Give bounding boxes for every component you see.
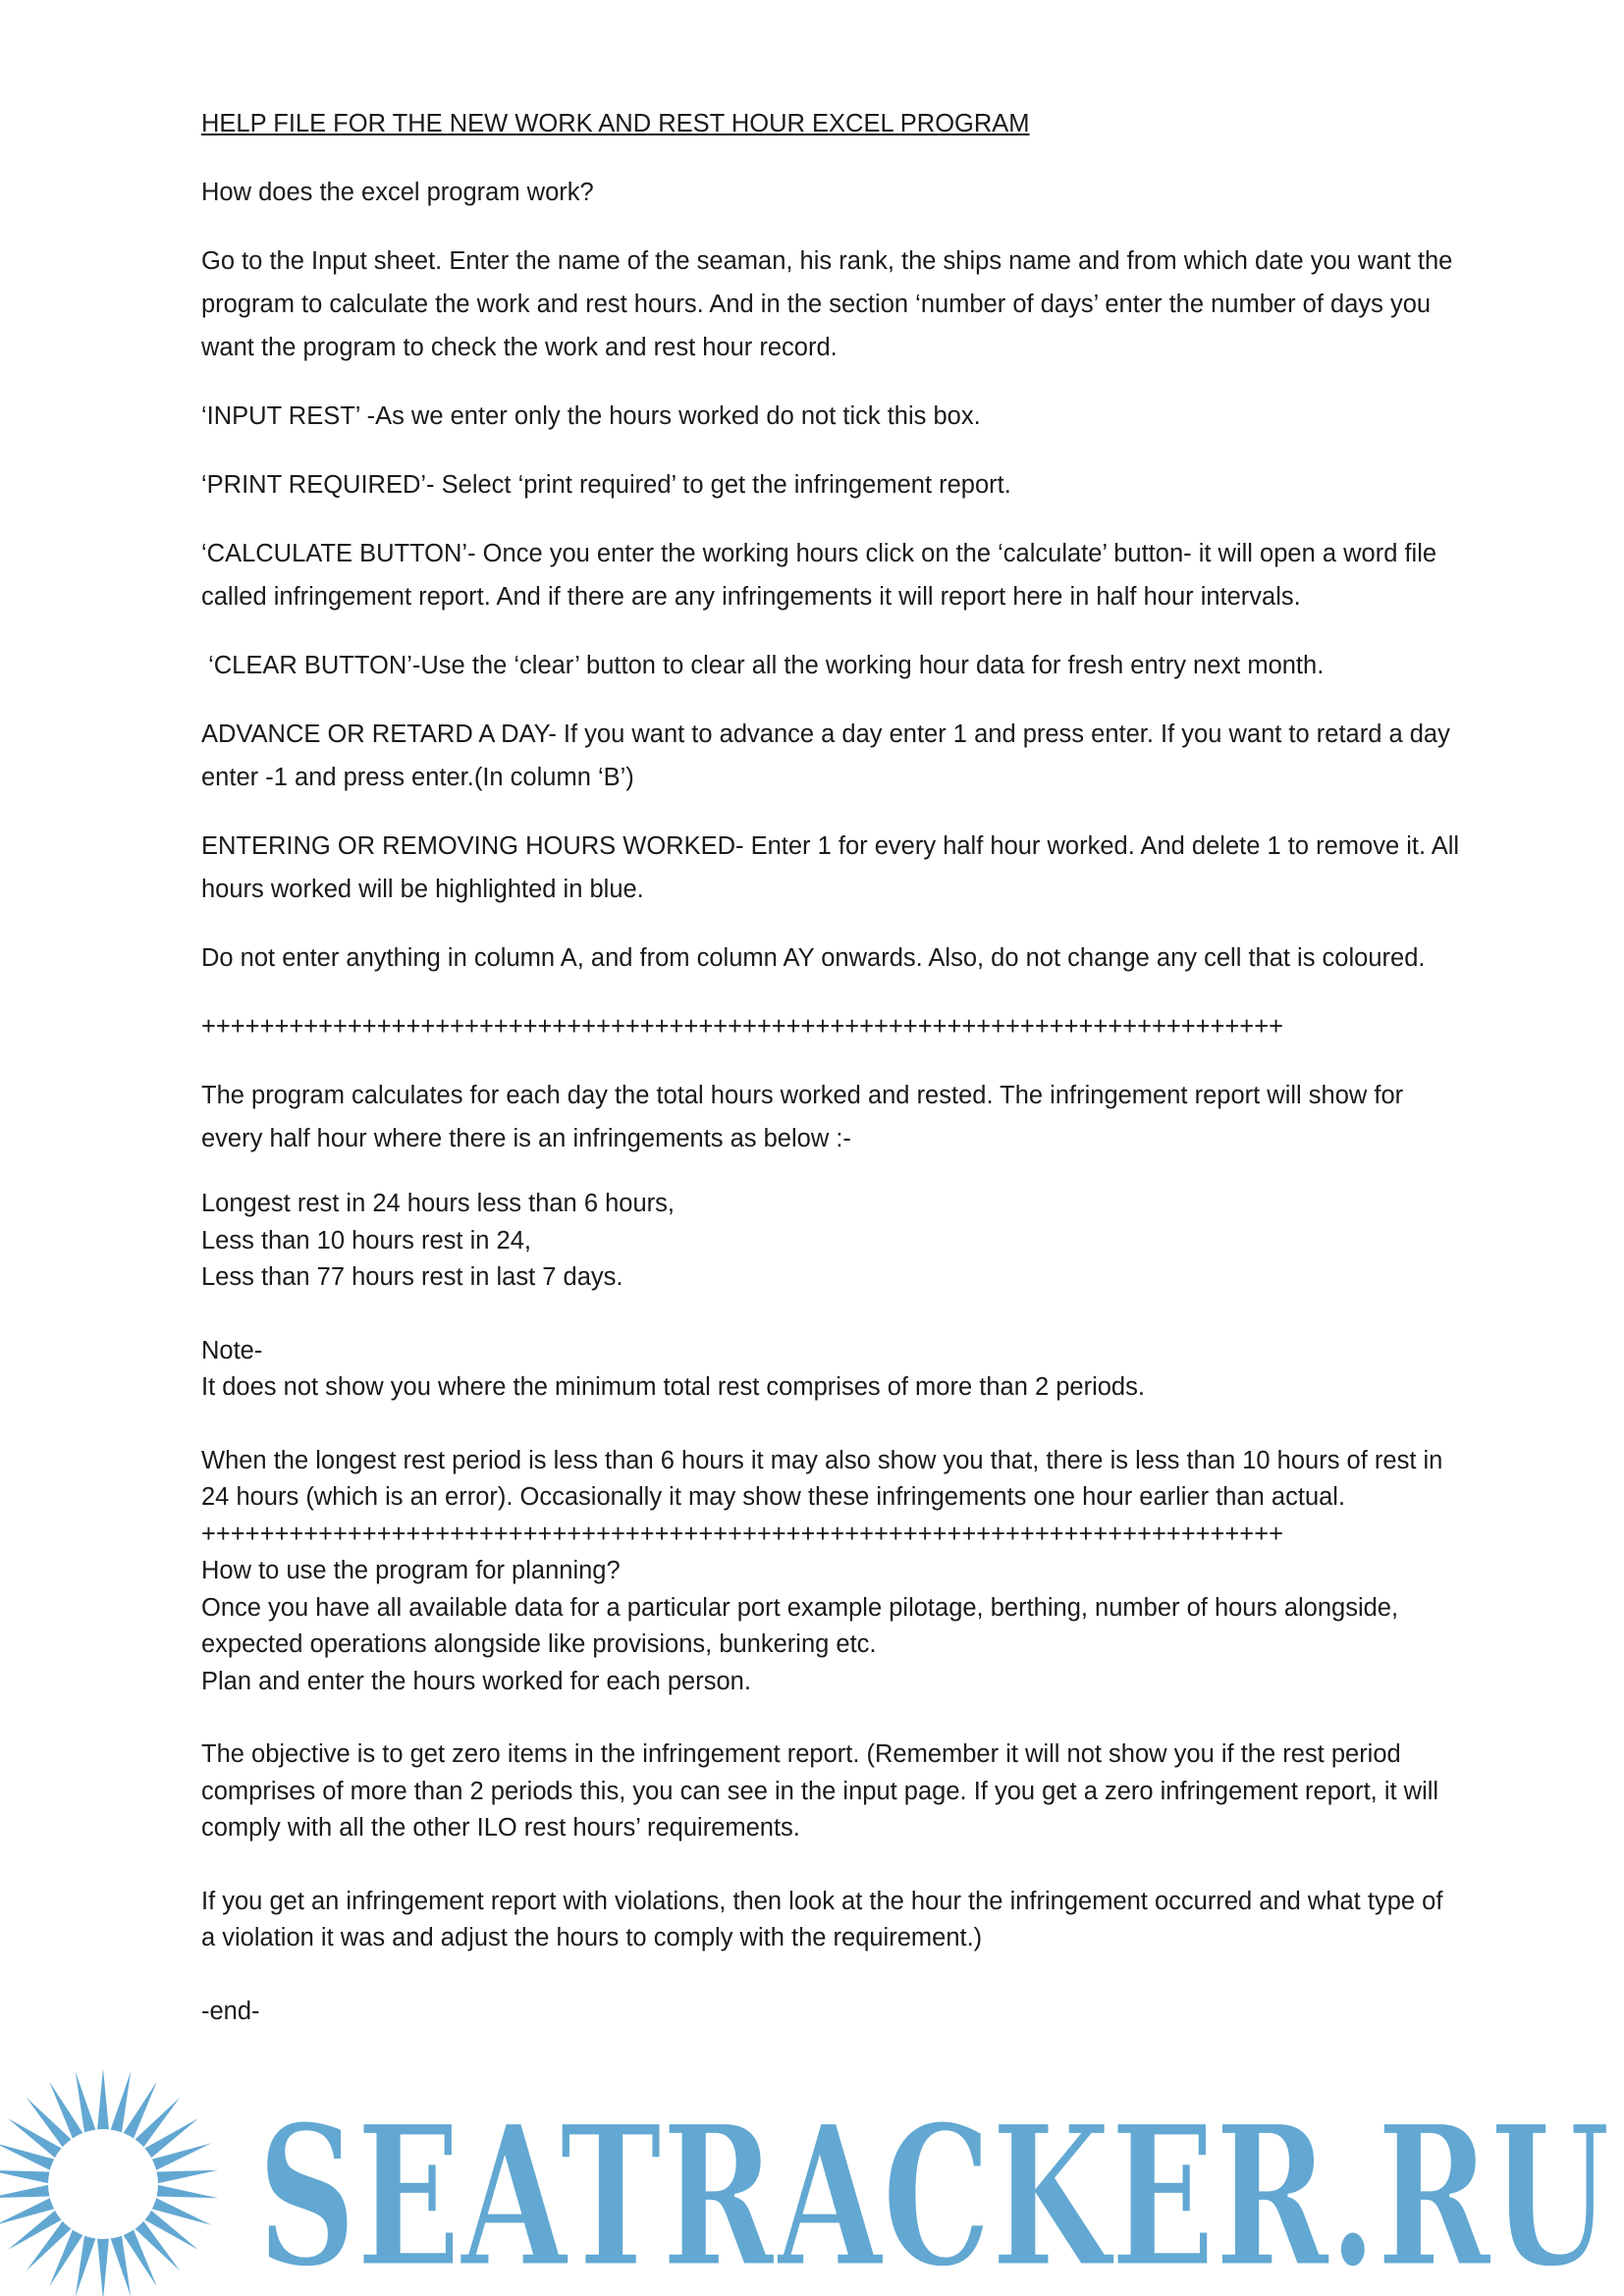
watermark-text: SEATRACKER.RU: [257, 2082, 1610, 2296]
question-planning: How to use the program for planning?: [201, 1557, 621, 1584]
paragraph-entering-hours: ENTERING OR REMOVING HOURS WORKED- Enter 1 for every half hour worked. And delete 1 to remove it. All hours worked will be highlighted in blue.: [201, 832, 1460, 903]
separator-line: ++++++++++++++++++++++++++++++++++++++++++++++++++++++++++++++++++++++++++: [201, 1013, 1283, 1041]
paragraph-longest-rest: When the longest rest period is less than 6 hours it may also show you that, there is less than 10 hours of rest in 24 hours (which is an error). Occasionally it may show these infringements one hour earlier than actual.: [201, 1446, 1443, 1511]
paragraph-calculate-button: ‘CALCULATE BUTTON’- Once you enter the working hours click on the ‘calculate’ button- it will open a word file called infringement report. And if there are any infringements it will report here in half hour intervals.: [201, 540, 1437, 611]
list-item: Less than 10 hours rest in 24,: [201, 1226, 531, 1255]
paragraph-once-data: Once you have all available data for a particular port example pilotage, berthing, number of hours alongside, expected operations alongside like provisions, bunkering etc.: [201, 1593, 1399, 1658]
paragraph-plan-enter: Plan and enter the hours worked for each person.: [201, 1667, 751, 1695]
list-item: Less than 77 hours rest in last 7 days.: [201, 1263, 623, 1291]
paragraph-clear-button: ‘CLEAR BUTTON’-Use the ‘clear’ button to clear all the working hour data for fresh entry next month.: [201, 652, 1325, 679]
document-body: [201, 102, 1463, 2030]
paragraph-do-not-enter: Do not enter anything in column A, and from column AY onwards. Also, do not change any cell that is coloured.: [201, 944, 1426, 972]
paragraph-advance-retard: ADVANCE OR RETARD A DAY- If you want to advance a day enter 1 and press enter. If you want to retard a day enter -1 and press enter.(In column ‘B’): [201, 721, 1450, 791]
sun-core: [48, 2129, 158, 2239]
end-marker: -end-: [201, 1997, 260, 2025]
separator-line-2: ++++++++++++++++++++++++++++++++++++++++++++++++++++++++++++++++++++++++++: [201, 1520, 1283, 1548]
paragraph-input-sheet: Go to the Input sheet. Enter the name of the seaman, his rank, the ships name and from which date you want the program to calculate the work and rest hours. And in the section ‘number of days’ enter the number of days you want the program to check the work and rest hour record.: [201, 247, 1453, 361]
paragraph-input-rest: ‘INPUT REST’ -As we enter only the hours worked do not tick this box.: [201, 402, 981, 430]
sun-icon: [0, 2068, 218, 2296]
infringement-list: [201, 1186, 1463, 1297]
note-text: It does not show you where the minimum total rest comprises of more than 2 periods.: [201, 1373, 1145, 1401]
paragraph-if-violations: If you get an infringement report with violations, then look at the hour the infringement occurred and what type of a violation it was and adjust the hours to comply with the requirement.): [201, 1887, 1443, 1951]
paragraph-print-required: ‘PRINT REQUIRED’- Select ‘print required’ to get the infringement report.: [201, 471, 1011, 499]
note-label: Note-: [201, 1336, 263, 1364]
question-how-it-works: How does the excel program work?: [201, 179, 594, 206]
paragraph-objective: The objective is to get zero items in the infringement report. (Remember it will not show you if the rest period comprises of more than 2 periods this, you can see in the input page. If you get a zero infringement report, it will comply with all the other ILO rest hours’ requirements.: [201, 1740, 1439, 1842]
seatracker-watermark: [0, 2047, 1624, 2296]
paragraph-calculates: The program calculates for each day the total hours worked and rested. The infringement report will show for every half hour where there is an infringements as below :-: [201, 1082, 1404, 1152]
list-item: Longest rest in 24 hours less than 6 hours,: [201, 1190, 675, 1217]
document-title: HELP FILE FOR THE NEW WORK AND REST HOUR EXCEL PROGRAM: [201, 110, 1030, 137]
